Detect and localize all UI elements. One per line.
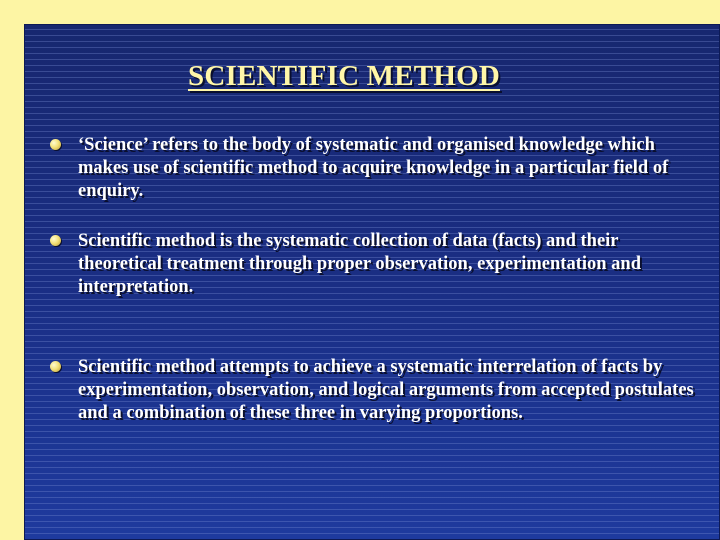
bullet-text: Scientific method is the systematic collection of data (facts) and their theoretical treatment through proper observation, experimentation and interpretation.	[78, 231, 642, 297]
bullet-text: ‘Science’ refers to the body of systematic and organised knowledge which makes use of scientific method to acquire knowledge in a particular field of enquiry.	[78, 135, 669, 201]
bullet-dot-icon	[50, 235, 61, 246]
bullet-text: Scientific method attempts to achieve a systematic interrelation of facts by experimentation, observation, and logical arguments from accepted postulates and a combination of these three in varying proportions.	[78, 357, 694, 423]
slide-panel	[24, 24, 720, 540]
bullet-dot-icon	[50, 361, 61, 372]
slide-title: SCIENTIFIC METHOD	[188, 60, 500, 92]
bullet-dot-icon	[50, 139, 61, 150]
